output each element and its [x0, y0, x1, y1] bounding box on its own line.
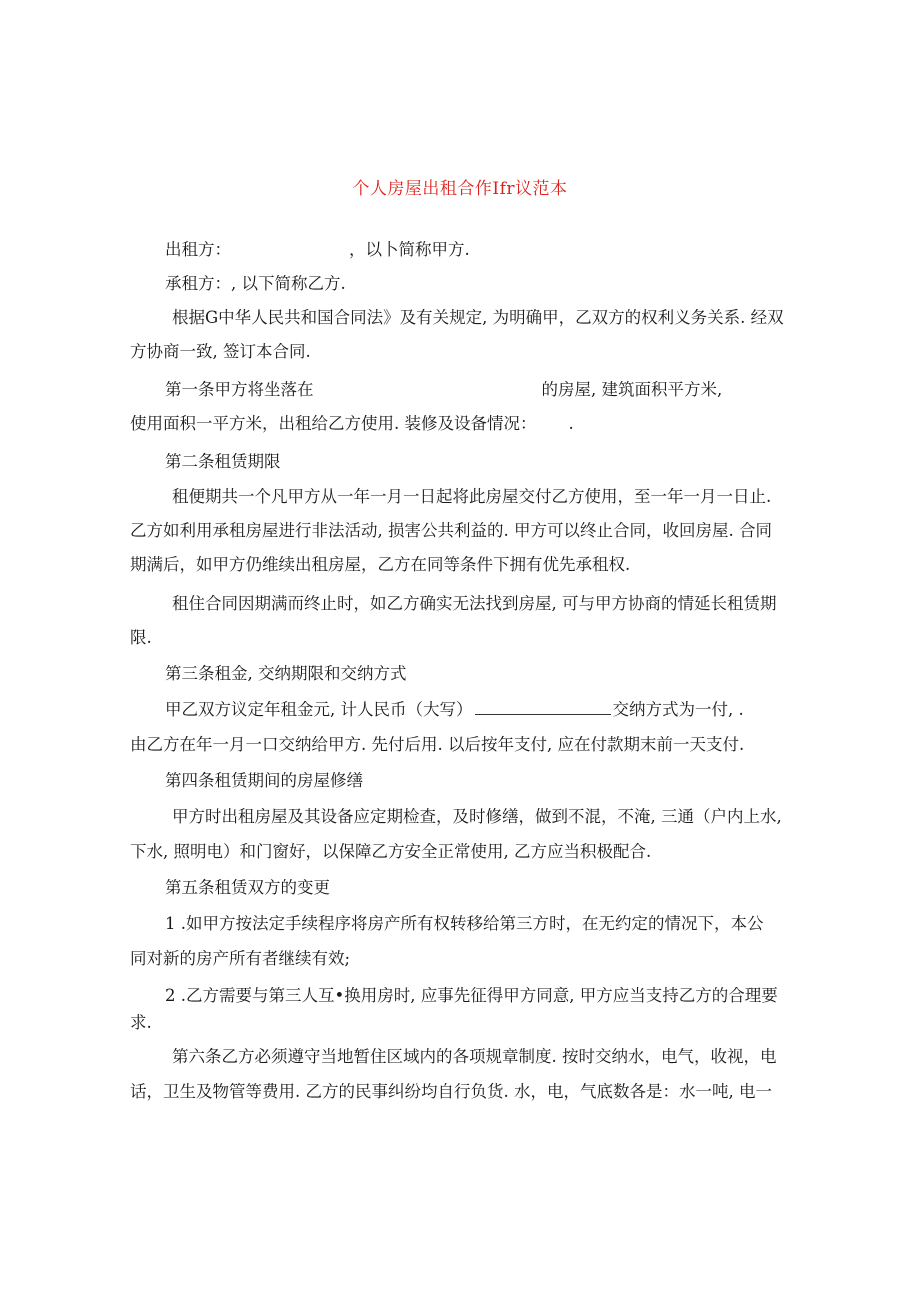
- article-4-line-2: 下水, 照明电）和门窗好，以保障乙方安全正常使用, 乙方应当积极配合.: [130, 842, 652, 861]
- article-2-line-1: 租便期共一个凡甲方从一年一月一日起将此房屋交付乙方使用，至一年一月一日止.: [172, 487, 772, 506]
- article-3-line-1-end: 交纳方式为一付, .: [612, 700, 744, 719]
- article-1-line-2: [130, 414, 795, 434]
- article-1-line-1: [165, 380, 795, 400]
- lessor-line: [165, 240, 795, 260]
- document-title: 个人房屋出租合作Ifr议范本: [352, 179, 568, 199]
- lessor-label: 出租方：: [165, 240, 231, 259]
- article-1-line-2-text: 使用面积一平方米，出租给乙方使用. 装修及设备情况：: [130, 414, 537, 433]
- article-3-line-1: [165, 700, 795, 720]
- lessor-suffix: ，以卜简称甲方.: [349, 240, 470, 259]
- article-1-part-b: 的房屋, 建筑面积平方米,: [541, 380, 723, 399]
- article-3-line-2: 由乙方在年一月一口交纳给甲方. 先付后用. 以后按年支付, 应在付款期末前一天支付.: [130, 735, 745, 754]
- article-3-line-1-text: 甲乙双方议定年租金元, 计人民币（大写）: [165, 700, 473, 719]
- article-5-line-2: 同对新的房产所有者继续有效;: [130, 949, 351, 968]
- article-3-title: 第三条租金, 交纳期限和交纳方式: [165, 664, 407, 683]
- intro-line-1: 根据G中华人民共和国合同法》及有关规定, 为明确甲，乙双方的权利义务关系. 经双: [172, 308, 784, 327]
- article-1-line-2-end: .: [568, 414, 574, 433]
- article-5-title: 第五条租赁双方的变更: [165, 878, 330, 897]
- article-4-line-1: 甲方时出租房屋及其设备应定期检查，及时修缮，做到不混，不淹, 三通（户内上水,: [172, 807, 782, 826]
- article-2-line-3: 期满后，如甲方仍维续出租房屋，乙方在同等条件下拥有优先承租权.: [130, 555, 631, 574]
- article-2-title: 第二条租赁期限: [165, 452, 281, 471]
- article-5-line-1: 1 .如甲方按法定手续程序将房产所有权转移给第三方时，在无约定的情况下，本公: [165, 914, 764, 933]
- article-4-title: 第四条租赁期间的房屋修缮: [165, 771, 363, 790]
- article-2-line-5: 限.: [130, 628, 152, 647]
- article-5-line-3: 2 .乙方需要与第三人互•换用房时, 应事先征得甲方同意, 甲方应当支持乙方的合理要: [165, 986, 778, 1005]
- article-6-line-1: 第六条乙方必须遵守当地暂住区域内的各项规章制度. 按时交纳水，电气，收视，电: [172, 1047, 777, 1066]
- article-2-line-2: 乙方如利用承租房屋进行非法活动, 损害公共利益的. 甲方可以终止合同，收回房屋. 合同: [130, 521, 772, 540]
- article-5-line-4: 求.: [130, 1013, 152, 1032]
- article-6-line-2: 话，卫生及物管等费用. 乙方的民事纠纷均自行负货. 水，电，气底数各是：水一吨, 电一: [130, 1082, 772, 1101]
- amount-in-words-blank: [475, 700, 611, 715]
- intro-line-2: 方协商一致, 签订本合同.: [130, 342, 311, 361]
- lessee-line: 承租方：, 以下简称乙方.: [165, 274, 346, 293]
- article-2-line-4: 租住合同因期满而终止时，如乙方确实无法找到房屋, 可与甲方协商的情延长租赁期: [172, 594, 777, 613]
- article-1-part-a: 第一条甲方将坐落在: [165, 380, 314, 399]
